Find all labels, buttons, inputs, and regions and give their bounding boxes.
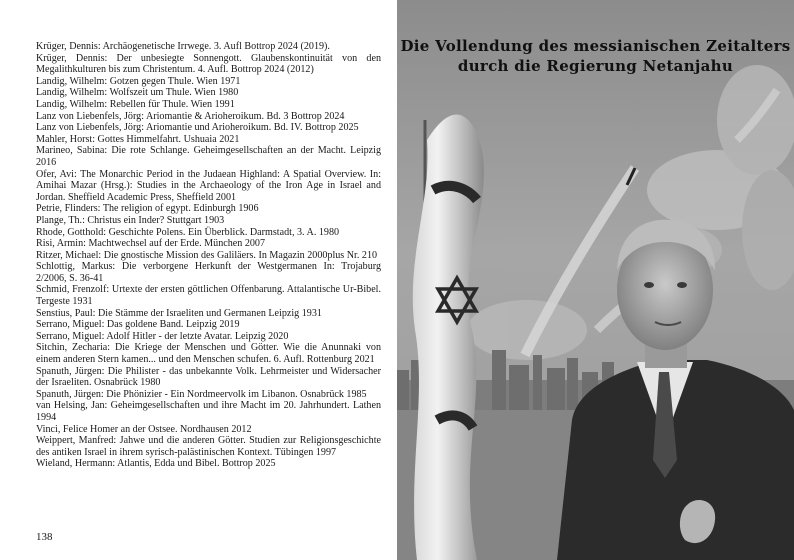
bibliography-entry: Lanz von Liebenfels, Jörg: Ariomantie & Arioheroikum. Bd. 3 Bottrop 2024 <box>36 110 345 122</box>
bibliography-entry: Sitchin, Zecharia: Die Kriege der Menschen und Götter. Wie die Anunnaki von einem anderen Stern kamen... und den Menschen schufen. 6. Aufl. Rottenburg 2021 <box>36 342 381 366</box>
bibliography-entry: Schmid, Frenzolf: Urtexte der ersten göttlichen Offenbarung. Attalantische Ur-Bibel. Tergeste 1931 <box>36 284 381 308</box>
bibliography-entry: Plange, Th.: Christus ein Inder? Stuttgart 1903 <box>36 214 225 226</box>
cover-page <box>397 0 794 560</box>
cover-photo <box>397 0 794 560</box>
bibliography-list <box>36 41 381 470</box>
bibliography-entry: Spanuth, Jürgen: Die Phönizier - Ein Nordmeervolk im Libanon. Osnabrück 1985 <box>36 388 367 400</box>
bibliography-entry: Wieland, Hermann: Atlantis, Edda und Bibel. Bottrop 2025 <box>36 458 276 470</box>
bibliography-entry: Vinci, Felice Homer an der Ostsee. Nordhausen 2012 <box>36 423 252 435</box>
bibliography-entry: Krüger, Dennis: Der unbesiegte Sonnengott. Glaubenskontinuität von den Megalithkulturen bis zum Christentum. 4. Aufl. Bottrop 2024 (2012) <box>36 52 381 76</box>
bibliography-entry: Krüger, Dennis: Archäogenetische Irrwege. 3. Aufl Bottrop 2024 (2019). <box>36 41 330 52</box>
bibliography-entry: Serrano, Miguel: Adolf Hitler - der letzte Avatar. Leipzig 2020 <box>36 330 289 342</box>
bibliography-entry: Senstius, Paul: Die Stämme der Israeliten und Germanen Leipzig 1931 <box>36 307 322 319</box>
bibliography-entry: Lanz von Liebenfels, Jörg: Ariomantie und Arioheroikum. Bd. IV. Bottrop 2025 <box>36 122 359 134</box>
bibliography-entry: Rhode, Gotthold: Geschichte Polens. Ein Überblick. Darmstadt, 3. A. 1980 <box>36 226 340 238</box>
bibliography-entry: Petrie, Flinders: The religion of egypt. Edinburgh 1906 <box>36 203 259 215</box>
cover-title <box>397 36 794 76</box>
bibliography-entry: Serrano, Miguel: Das goldene Band. Leipzig 2019 <box>36 319 240 331</box>
bibliography-entry: Spanuth, Jürgen: Die Philister - das unbekannte Volk. Lehrmeister und Widersacher der Israeliten. Osnabrück 1980 <box>36 365 381 389</box>
bibliography-entry: Landig, Wilhelm: Gotzen gegen Thule. Wien 1971 <box>36 75 241 87</box>
bibliography-entry: Risi, Armin: Machtwechsel auf der Erde. München 2007 <box>36 238 266 250</box>
bibliography-entry: Weippert, Manfred: Jahwe und die anderen Götter. Studien zur Religionsgeschichte des antiken Israel in ihrem syrisch-palästinischen Kontext. Tübingen 1997 <box>36 435 381 458</box>
bibliography-entry: Ritzer, Michael: Die gnostische Mission des Galiläers. In Magazin 2000plus Nr. 210 <box>36 249 378 261</box>
bibliography-entry: Marineo, Sabina: Die rote Schlange. Geheimgesellschaften an der Macht. Leipzig 2016 <box>36 145 381 168</box>
bibliography-entry: Mahler, Horst: Gottes Himmelfahrt. Ushuaia 2021 <box>36 133 240 145</box>
cover-title-line-2: durch die Regierung Netanjahu <box>457 57 734 75</box>
bibliography-entry: Landig, Wilhelm: Rebellen für Thule. Wien 1991 <box>36 98 235 110</box>
bibliography-entry: Schlottig, Markus: Die verborgene Herkunft der Westgermanen In: Trojaburg 2/2006, S. 36-41 <box>36 261 381 284</box>
cover-title-line-1: Die Vollendung des messianischen Zeitalters <box>400 37 791 55</box>
bibliography-entry: van Helsing, Jan: Geheimgesellschaften und ihre Macht im 20. Jahrhundert. Lathen 1994 <box>36 400 381 423</box>
page-number: 138 <box>36 531 53 543</box>
bibliography-entry: Landig, Wilhelm: Wolfszeit um Thule. Wien 1980 <box>36 87 239 99</box>
bibliography-entry: Ofer, Avi: The Monarchic Period in the Judaean Highland: A Spatial Overview. In: Amihai Mazar (Hrsg.): Studies in the Archaeology of the Iron Age in Israel and Jordan. Sheffield Academic Press, Sheffield 2001 <box>36 168 381 203</box>
